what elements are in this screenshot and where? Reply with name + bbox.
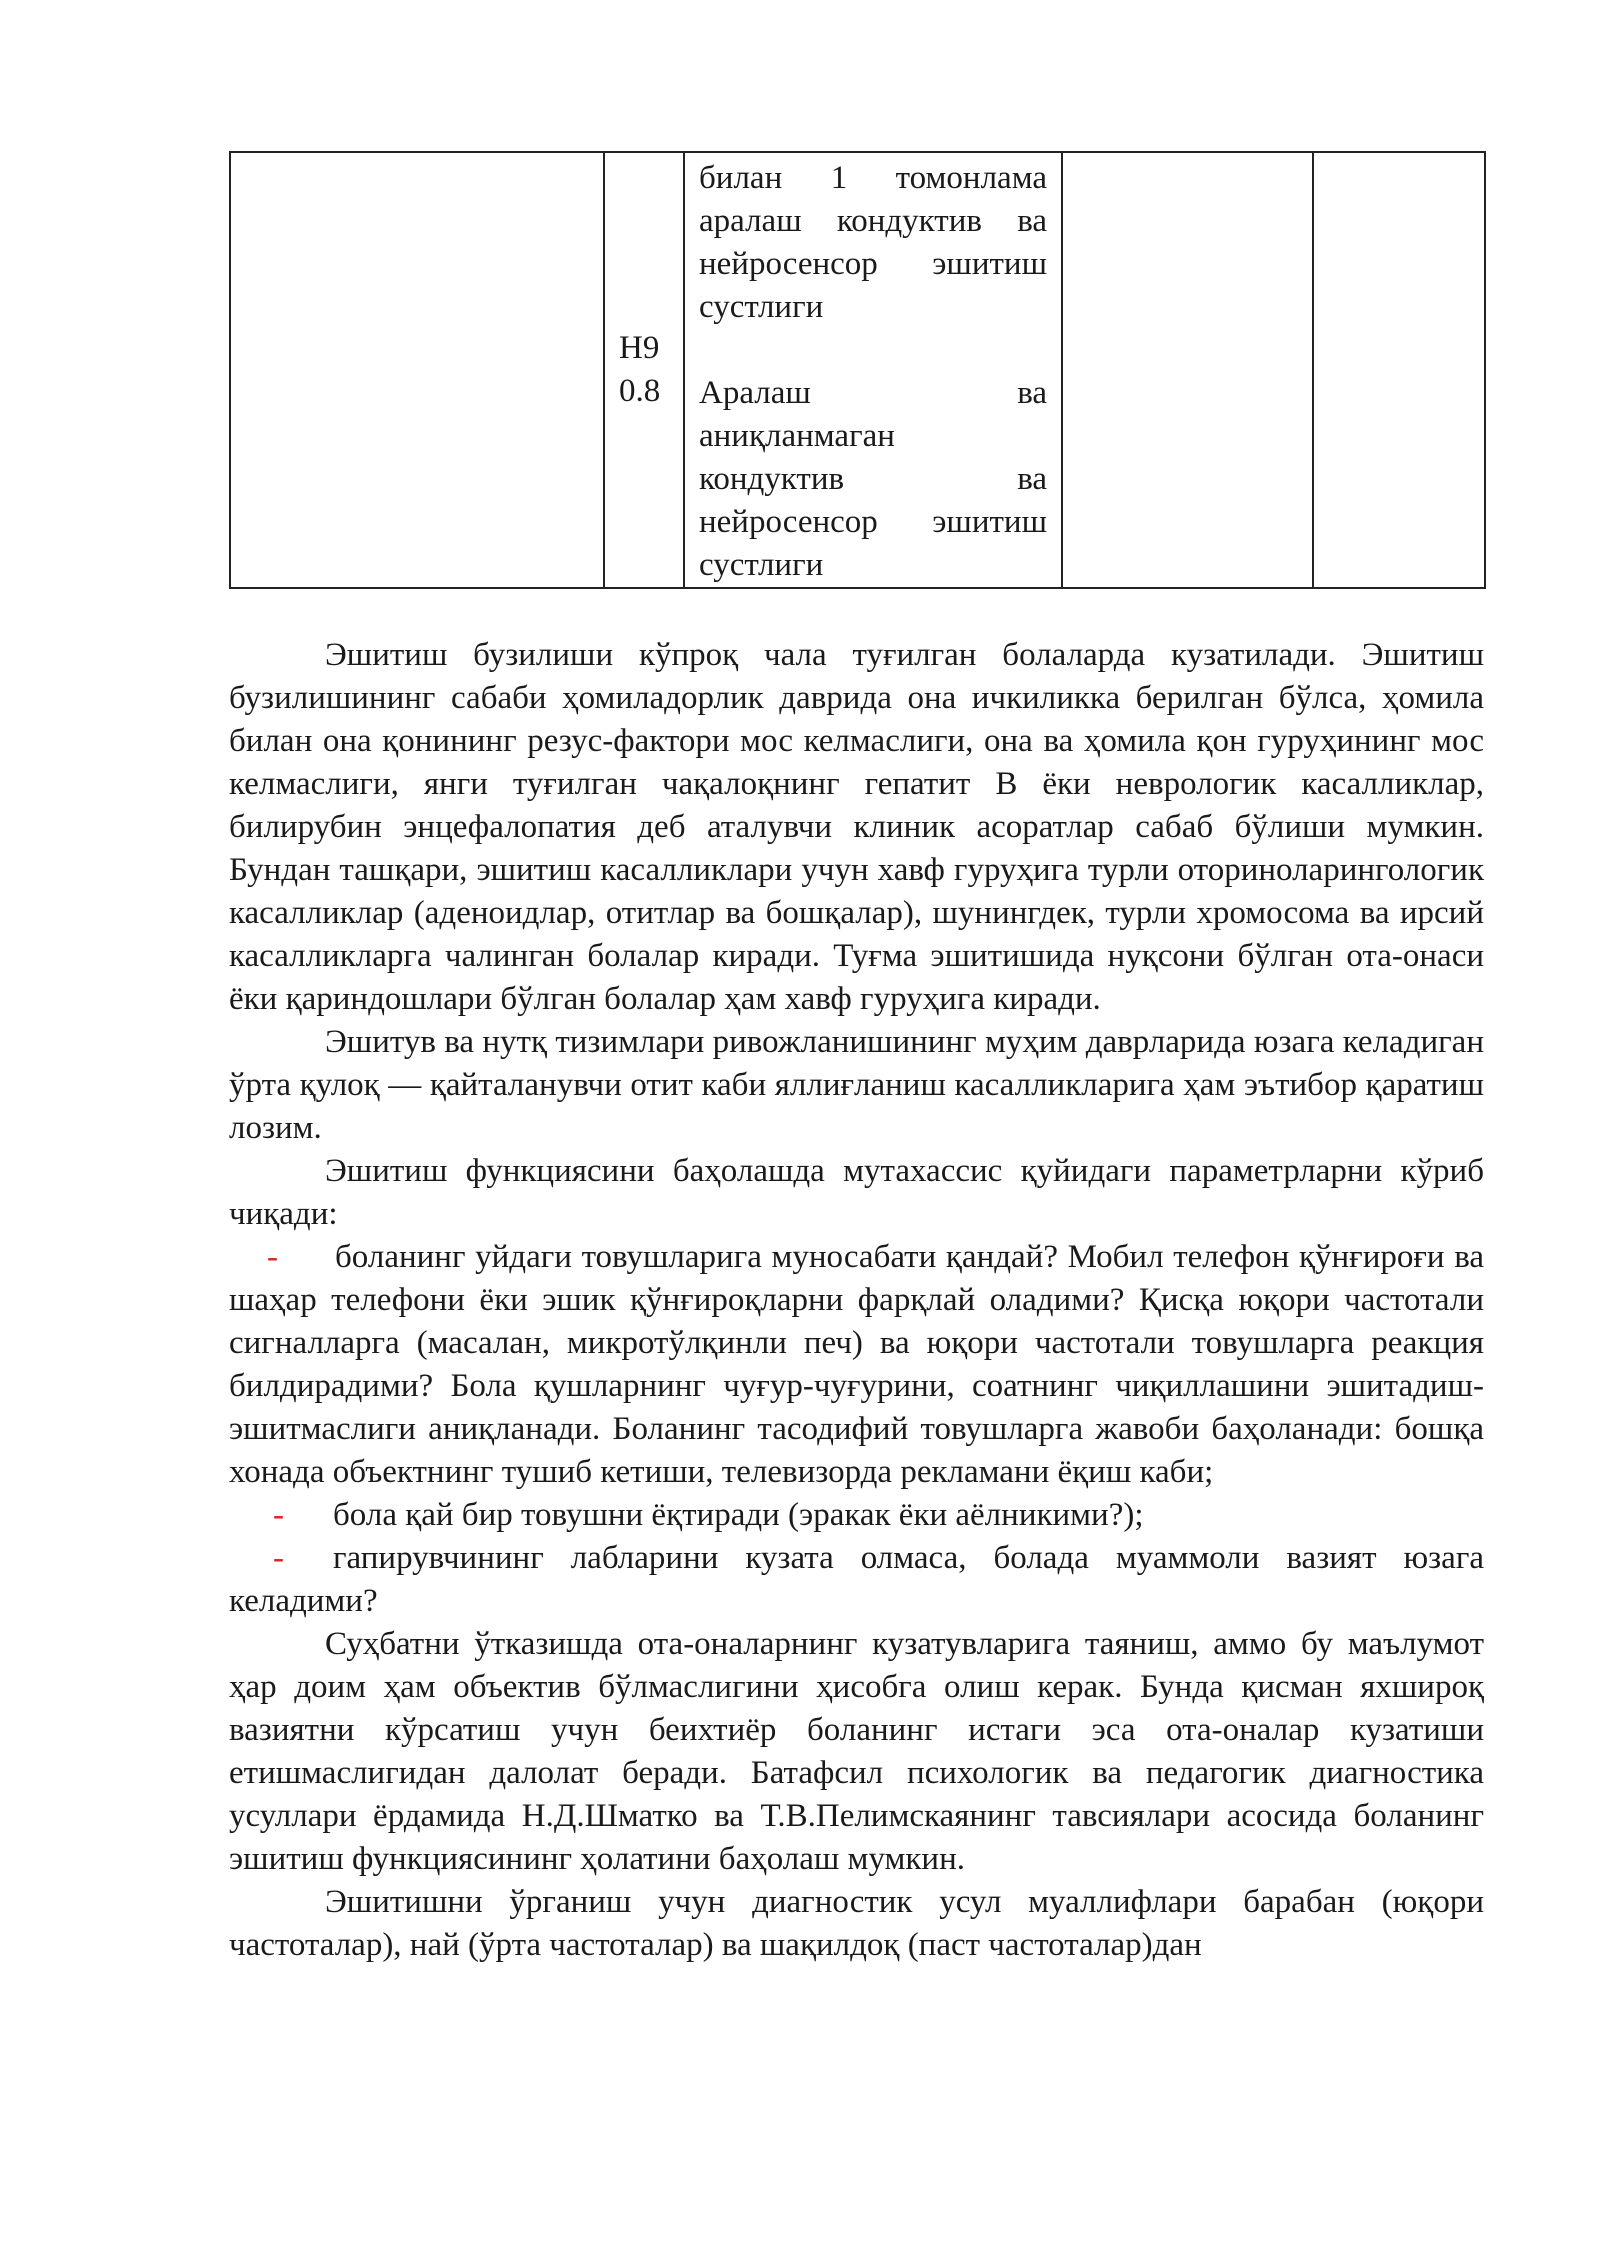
list-dash: - — [273, 1497, 284, 1533]
table-cell-empty — [1062, 152, 1313, 588]
paragraph-2: Эшитув ва нутқ тизимлари ривожланишининг муҳим даврларида юзага келадиган ўрта қулоқ — қайталанувчи отит каби яллиғланиш касалликларига ҳам эътибор қаратиш лозим. — [229, 1024, 1484, 1146]
paragraph-3: Эшитиш функциясини баҳолашда мутахассис қуйидаги параметрларни кўриб чиқади: — [229, 1153, 1484, 1232]
list-dash: - — [267, 1239, 278, 1275]
table-cell-empty — [230, 152, 604, 588]
paragraph-1: Эшитиш бузилиши кўпроқ чала туғилган болаларда кузатилади. Эшитиш бузилишининг сабаби ҳомиладорлик даврида она ичкиликка берилган бўлса, ҳомила билан она қонининг резус-фактори мос келмаслиги, она ва ҳомила қон гуруҳининг мос келмаслиги, янги туғилган чақалоқнинг гепатит В ёки неврологик касалликлар, билирубин энцефалопатия деб аталувчи клиник асоратлар сабаб бўлиши мумкин. Бундан ташқари, эшитиш касалликлари учун хавф гуруҳига турли оториноларингологик касалликлар (аденоидлар, отитлар ва бошқалар), шунингдек, турли хромосома ва ирсий касалликларга чалинган болалар киради. Туғма эшитишида нуқсони бўлган ота-онаси ёки қариндошлари бўлган болалар ҳам хавф гуруҳига киради. — [229, 637, 1484, 1017]
icd-code-line-2: 0.8 — [619, 373, 661, 409]
list-dash: - — [273, 1540, 284, 1576]
list-item-text: гапирувчининг лабларини кузата олмаса, болада муаммоли вазият юзага келадими? — [229, 1540, 1484, 1619]
icd-code-line-1: H9 — [619, 330, 660, 366]
icd-code-cell — [604, 152, 684, 588]
body-text — [229, 634, 1484, 1967]
table-cell-empty — [1313, 152, 1485, 588]
list-item — [229, 1537, 1484, 1623]
diagnosis-table — [229, 151, 1486, 589]
paragraph-5: Эшитишни ўрганиш учун диагностик усул муаллифлари барабан (юқори частоталар), най (ўрта частоталар) ва шақилдоқ (паст частоталар)дан — [229, 1884, 1484, 1963]
paragraph-4: Суҳбатни ўтказишда ота-оналарнинг кузатувларига таяниш, аммо бу маълумот ҳар доим ҳам объектив бўлмаслигини ҳисобга олиш керак. Бунда қисман яхшироқ вазиятни кўрсатиш учун беихтиёр боланинг истаги эса ота-оналар кузатиши етишмаслигидан далолат беради. Батафсил психологик ва педагогик диагностика усуллари ёрдамида Н.Д.Шматко ва Т.В.Пелимскаянинг тавсиялари асосида боланинг эшитиш функциясининг ҳолатини баҳолаш мумкин. — [229, 1626, 1484, 1877]
list-item-text: боланинг уйдаги товушларига муносабати қандай? Мобил телефон қўнғироғи ва шаҳар телефони ёки эшик қўнғироқларни фарқлай оладими? Қисқа юқори частотали сигналларга (масалан, микротўлқинли печ) ва юқори частотали товушларга реакция билдирадими? Бола қушларнинг чуғур-чуғурини, соатнинг чиқиллашини эшитадиш-эшитмаслиги аниқланади. Боланинг тасодифий товушларга жавоби баҳоланади: бошқа хонада объектнинг тушиб кетиши, телевизорда рекламани ёқиш каби; — [229, 1239, 1484, 1490]
diagnosis-text-2: Аралаш ва аниқланмаган кондуктив ва нейросенсор эшитиш сустлиги — [699, 375, 1047, 583]
list-item — [229, 1236, 1484, 1494]
list-item-text: бола қай бир товушни ёқтиради (эракак ёки аёлникими?); — [333, 1497, 1144, 1533]
table-row — [230, 152, 1485, 588]
diagnosis-cell — [684, 152, 1062, 588]
list-item — [229, 1494, 1484, 1537]
diagnosis-text-1: билан 1 томонлама аралаш кондуктив ва нейросенсор эшитиш сустлиги — [699, 160, 1047, 325]
